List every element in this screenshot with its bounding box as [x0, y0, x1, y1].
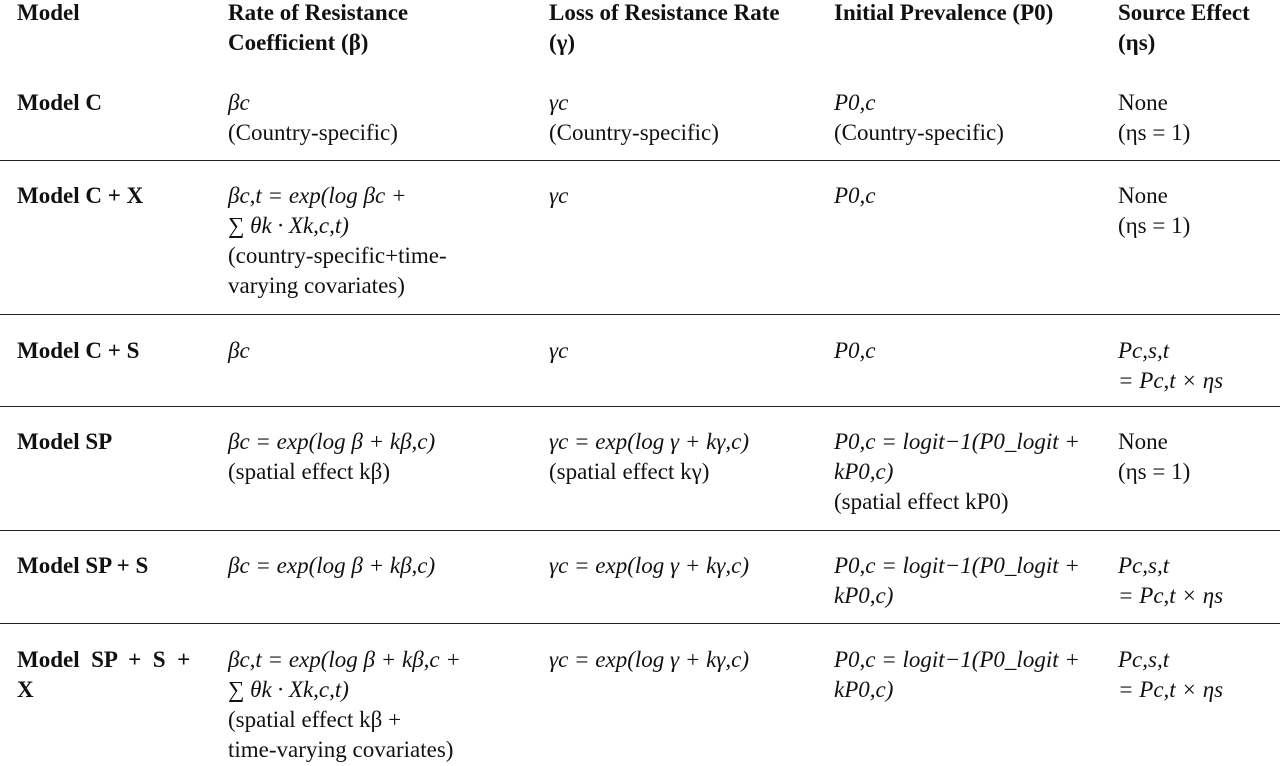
source-cell: None (ηs = 1)	[1118, 183, 1191, 238]
p0-cell: P0,c	[834, 338, 876, 363]
gamma-cell: γc	[549, 183, 569, 208]
p0-cell: P0,c	[834, 183, 876, 208]
p0-cell: P0,c = logit−1(P0_logit + kP0,c)	[834, 647, 1080, 702]
model-name: Model SP	[17, 429, 113, 454]
row-divider	[0, 160, 1280, 161]
p0-cell: P0,c (Country-specific)	[834, 90, 1004, 145]
source-cell: Pc,s,t = Pc,t × ηs	[1118, 647, 1224, 702]
model-name: Model C + X	[17, 183, 144, 208]
row-divider	[0, 530, 1280, 531]
row-divider	[0, 406, 1280, 407]
header-gamma: Loss of Resistance Rate (γ)	[549, 0, 780, 55]
source-cell: Pc,s,t = Pc,t × ηs	[1118, 338, 1224, 393]
header-source: Source Effect (ηs)	[1118, 0, 1250, 55]
beta-cell: βc = exp(log β + kβ,c)	[228, 553, 436, 578]
model-name: Model SP + S + X	[17, 647, 191, 702]
beta-cell: βc (Country-specific)	[228, 90, 398, 145]
row-divider	[0, 314, 1280, 315]
source-cell: None (ηs = 1)	[1118, 90, 1191, 145]
model-name: Model C	[17, 90, 102, 115]
model-name: Model C + S	[17, 338, 140, 363]
p0-cell: P0,c = logit−1(P0_logit + kP0,c)	[834, 553, 1080, 608]
source-cell: Pc,s,t = Pc,t × ηs	[1118, 553, 1224, 608]
source-cell: None (ηs = 1)	[1118, 429, 1191, 484]
beta-cell: βc	[228, 338, 250, 363]
gamma-cell: γc = exp(log γ + kγ,c) (spatial effect kγ)	[549, 429, 749, 484]
p0-cell: P0,c = logit−1(P0_logit + kP0,c) (spatial effect kP0)	[834, 429, 1080, 514]
beta-cell: βc,t = exp(log β + kβ,c + ∑ θk · Xk,c,t) (spatial effect kβ + time-varying covariates)	[228, 647, 461, 762]
gamma-cell: γc	[549, 338, 569, 363]
gamma-cell: γc = exp(log γ + kγ,c)	[549, 647, 749, 672]
beta-cell: βc,t = exp(log βc + ∑ θk · Xk,c,t) (country-specific+time- varying covariates)	[228, 183, 447, 298]
gamma-cell: γc = exp(log γ + kγ,c)	[549, 553, 749, 578]
gamma-cell: γc (Country-specific)	[549, 90, 719, 145]
beta-cell: βc = exp(log β + kβ,c) (spatial effect kβ)	[228, 429, 436, 484]
header-p0: Initial Prevalence (P0)	[834, 0, 1054, 25]
model-name: Model SP + S	[17, 553, 149, 578]
header-model: Model	[17, 0, 80, 25]
row-divider	[0, 623, 1280, 624]
header-beta: Rate of Resistance Coefficient (β)	[228, 0, 409, 55]
